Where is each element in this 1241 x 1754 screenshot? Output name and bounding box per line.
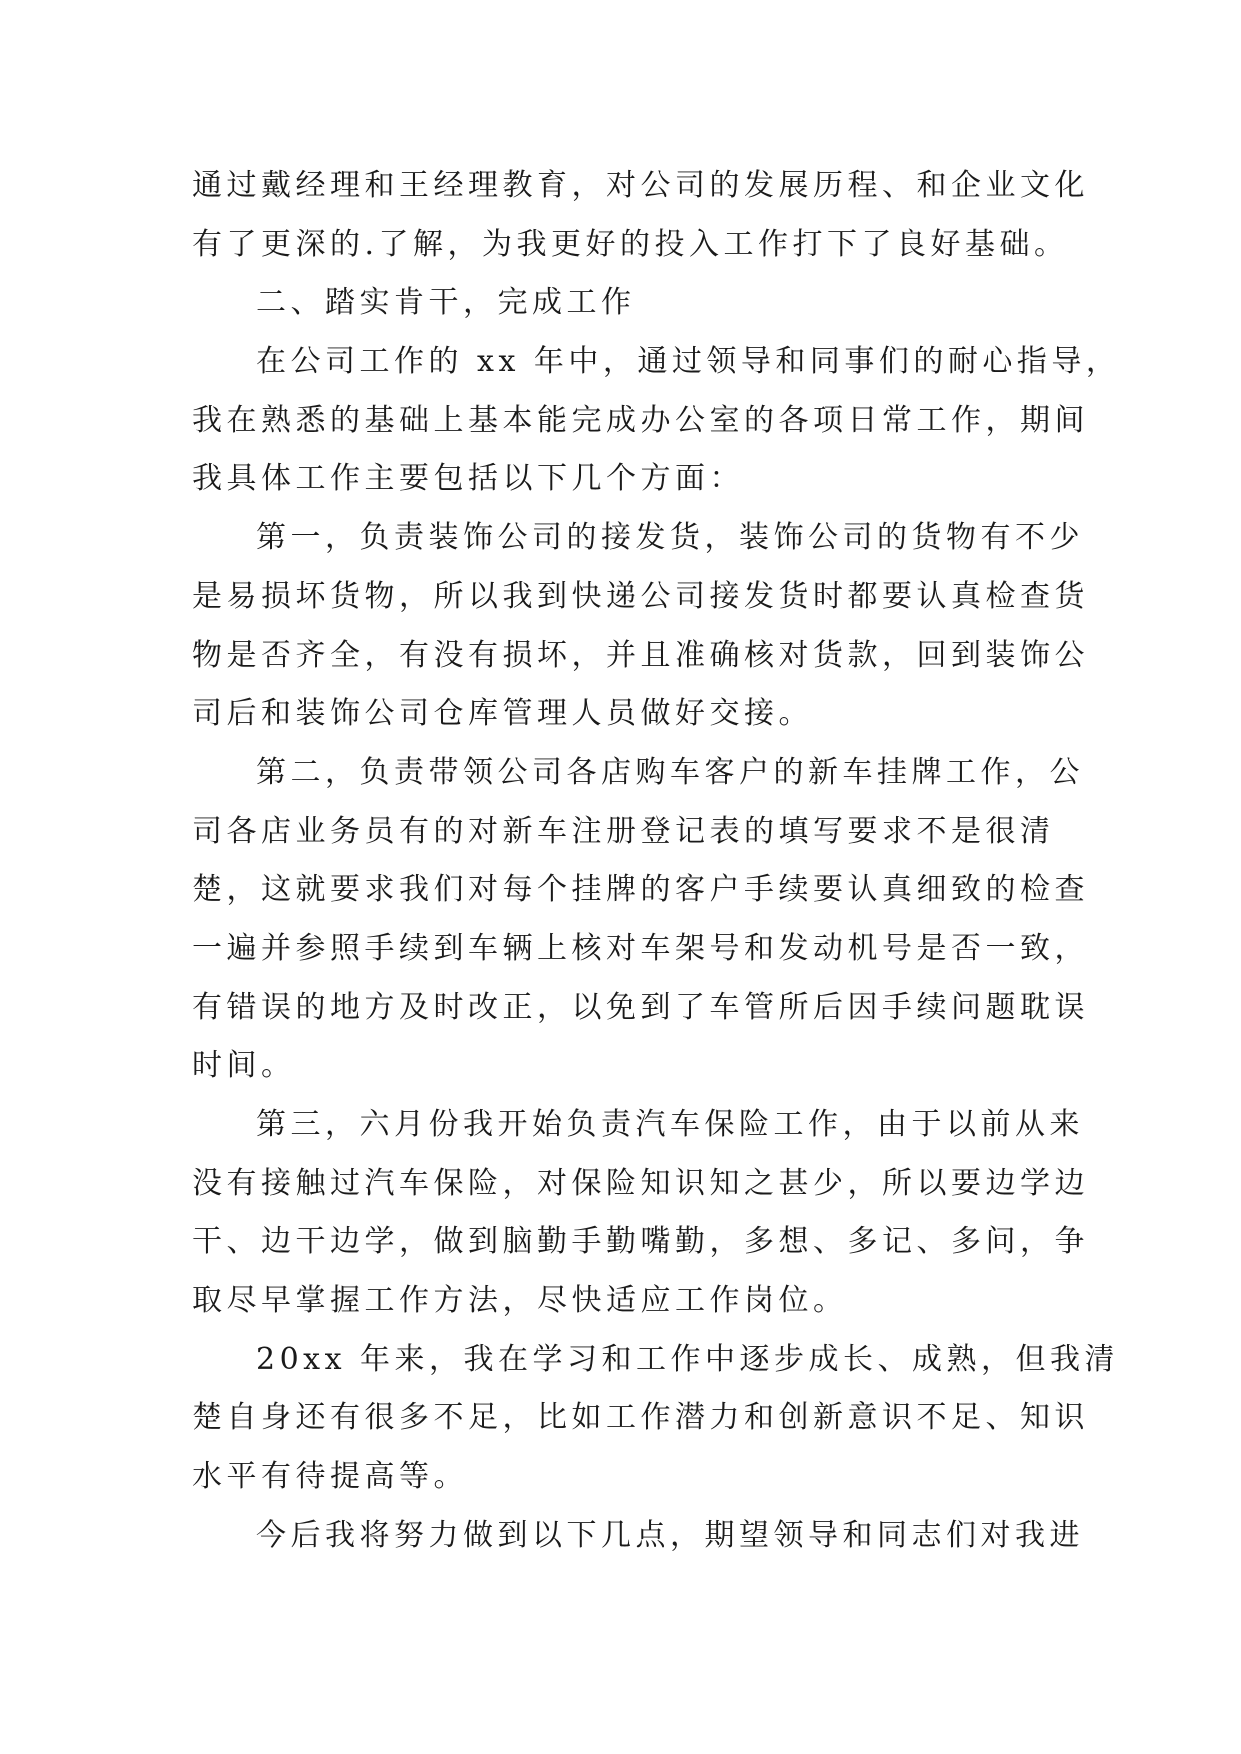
text-line: 一遍并参照手续到车辆上核对车架号和发动机号是否一致，: [192, 930, 1089, 966]
text-line: 楚，这就要求我们对每个挂牌的客户手续要认真细致的检查: [192, 872, 1089, 908]
text-line: 20xx 年来，我在学习和工作中逐步成长、成熟，但我清: [256, 1341, 1120, 1377]
text-line: 没有接触过汽车保险，对保险知识知之甚少，所以要边学边: [192, 1165, 1089, 1201]
text-line: 水平有待提高等。: [192, 1459, 468, 1495]
text-line: 楚自身还有很多不足，比如工作潜力和创新意识不足、知识: [192, 1400, 1089, 1436]
text-line: 第二，负责带领公司各店购车客户的新车挂牌工作，公: [256, 754, 1084, 790]
text-line: 是易损坏货物，所以我到快递公司接发货时都要认真检查货: [192, 578, 1089, 614]
text-line: 有错误的地方及时改正，以免到了车管所后因手续问题耽误: [192, 989, 1089, 1025]
text-line: 今后我将努力做到以下几点，期望领导和同志们对我进: [256, 1517, 1084, 1553]
section-heading: 二、踏实肯干，完成工作: [256, 285, 636, 321]
text-line: 在公司工作的 xx 年中，通过领导和同事们的耐心指导，: [256, 344, 1121, 380]
text-line: 干、边干边学，做到脑勤手勤嘴勤，多想、多记、多问，争: [192, 1224, 1089, 1260]
text-line: 物是否齐全，有没有损坏，并且准确核对货款，回到装饰公: [192, 637, 1089, 673]
text-line: 时间。: [192, 1048, 296, 1084]
text-line: 通过戴经理和王经理教育，对公司的发展历程、和企业文化: [192, 168, 1089, 203]
text-line: 司后和装饰公司仓库管理人员做好交接。: [192, 696, 813, 732]
text-line: 第三，六月份我开始负责汽车保险工作，由于以前从来: [256, 1107, 1084, 1142]
document-body: [192, 157, 1121, 1566]
text-line: 司各店业务员有的对新车注册登记表的填写要求不是很清: [192, 813, 1055, 849]
text-line: 我具体工作主要包括以下几个方面：: [192, 461, 744, 497]
text-line: 第一，负责装饰公司的接发货，装饰公司的货物有不少: [256, 520, 1084, 556]
text-line: 有了更深的.了解，为我更好的投入工作打下了良好基础。: [192, 226, 1069, 262]
text-line: 我在熟悉的基础上基本能完成办公室的各项日常工作，期间: [192, 402, 1089, 438]
text-line: 取尽早掌握工作方法，尽快适应工作岗位。: [192, 1283, 848, 1319]
